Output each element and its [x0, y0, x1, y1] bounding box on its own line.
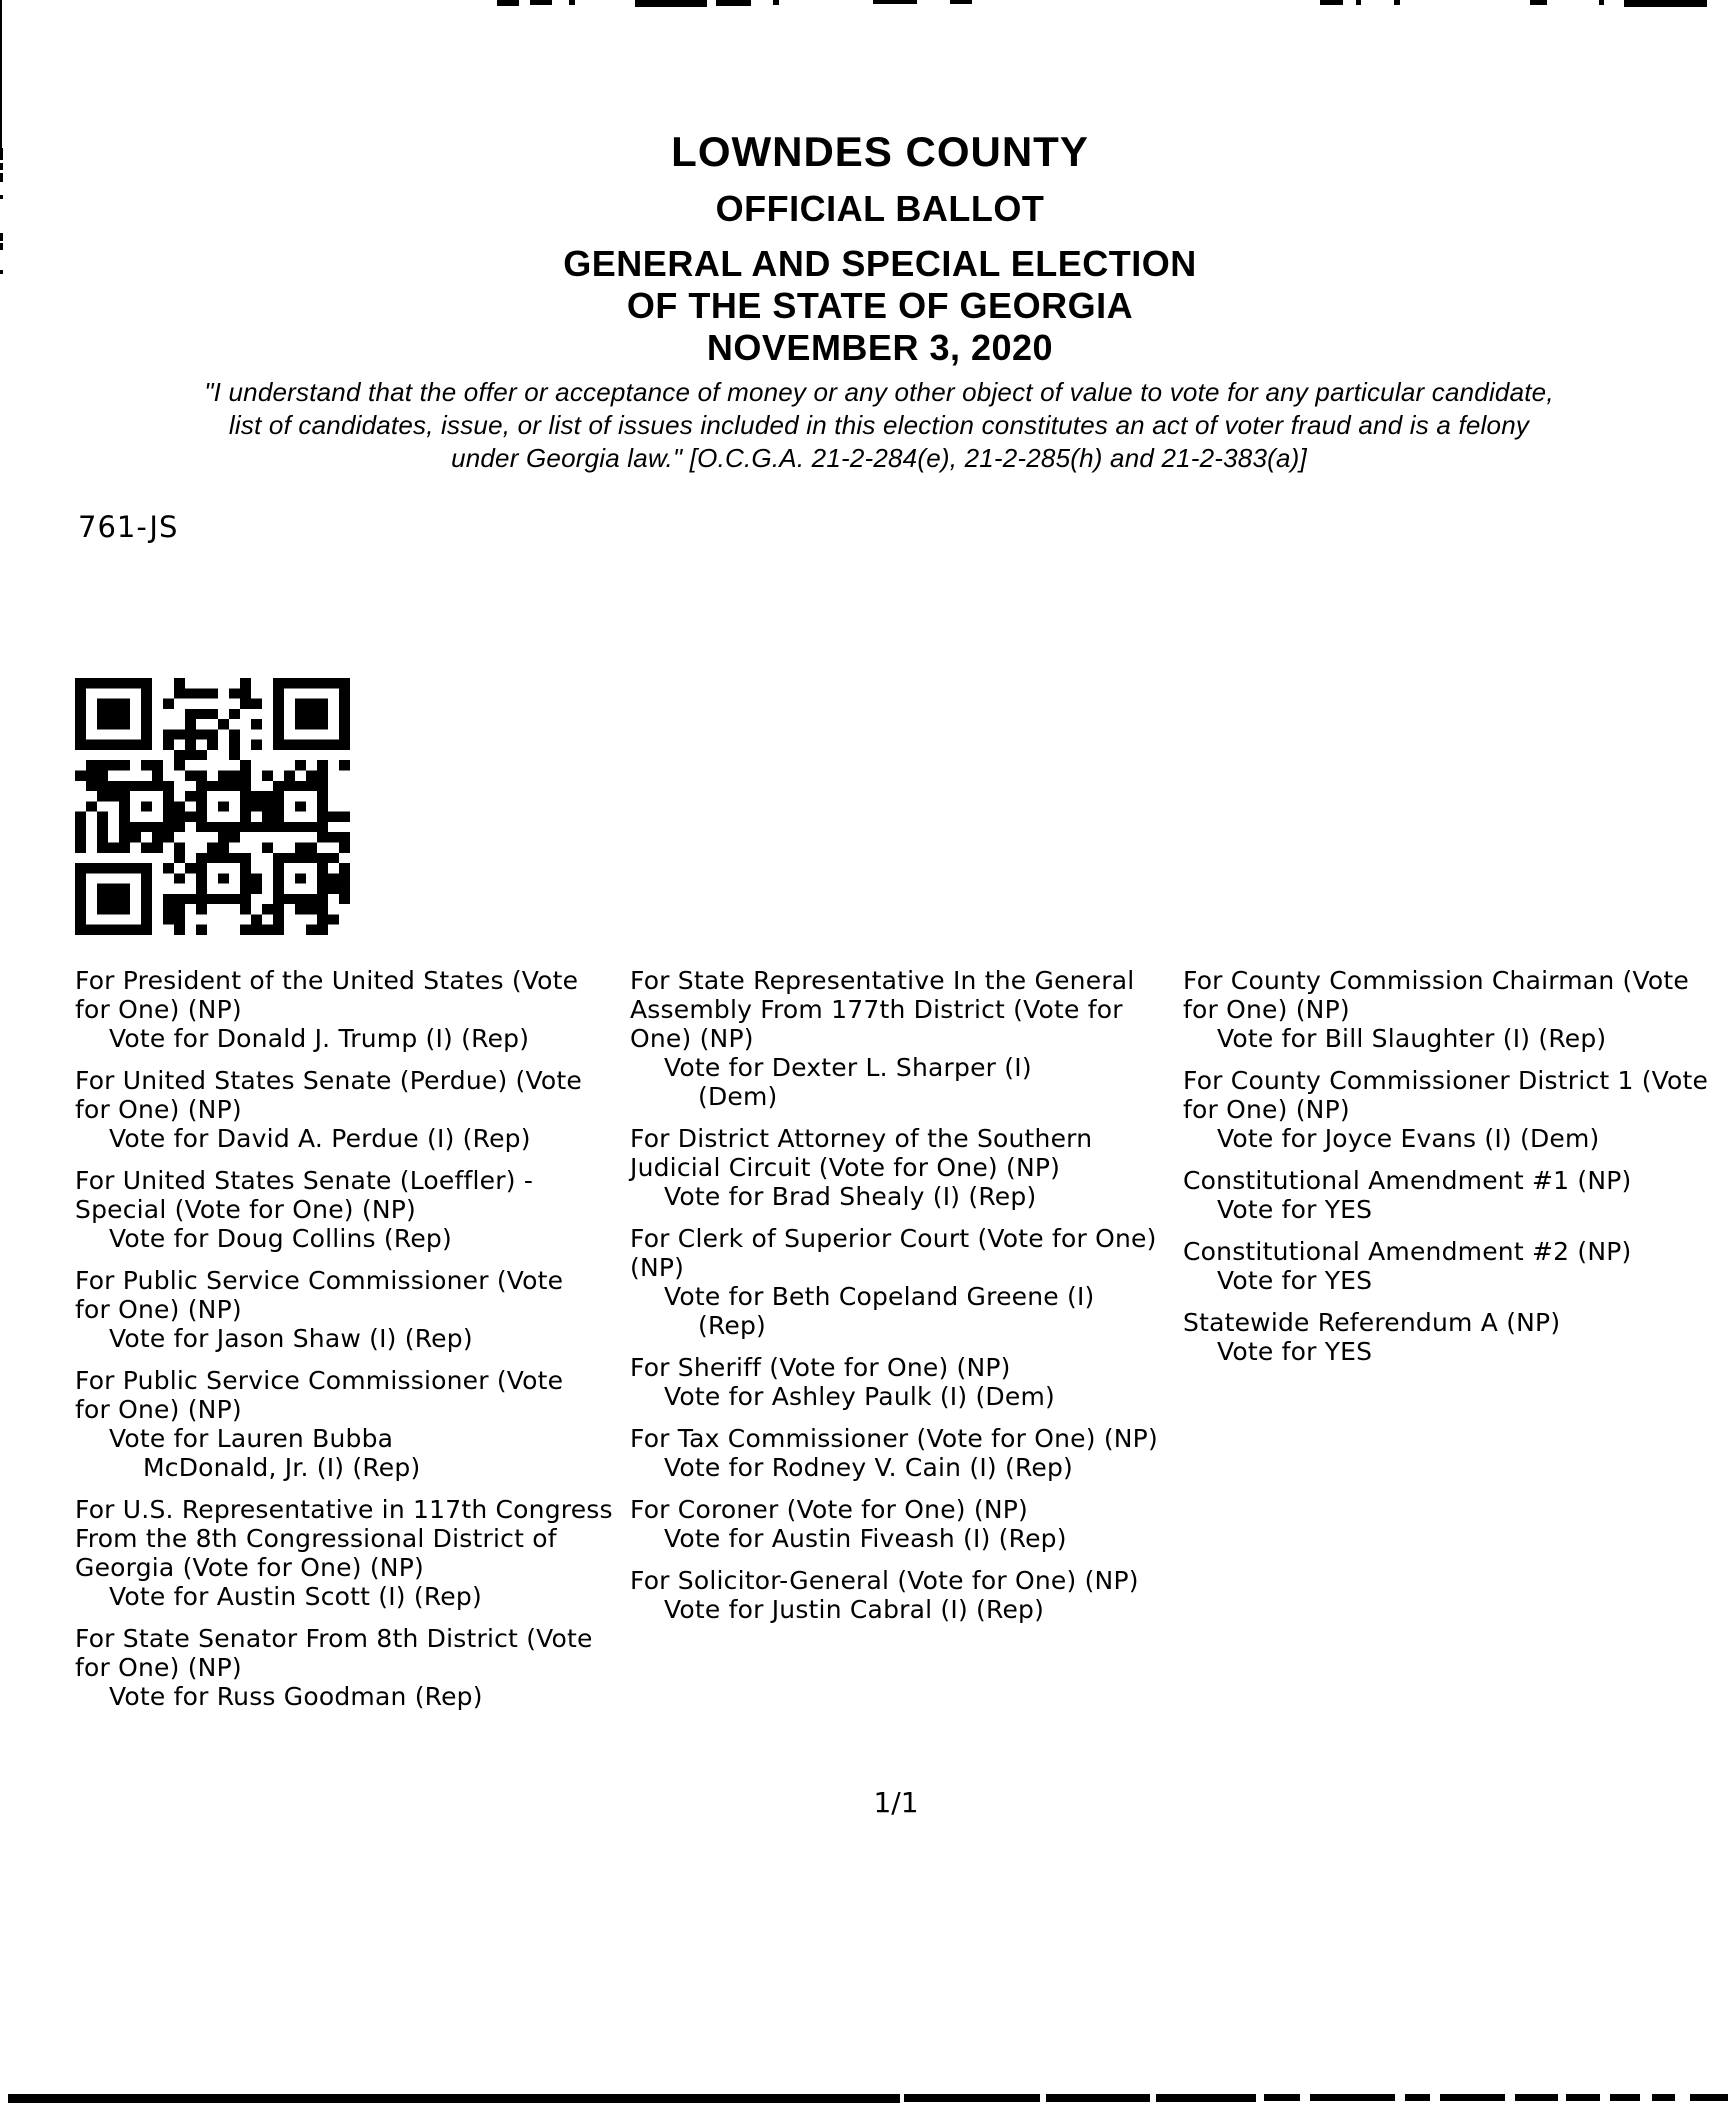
disclaimer-line: "I understand that the offer or acceptance of money or any other object of value to vote for any particular candidate,	[204, 377, 1554, 407]
vote-selection-line: Vote for Lauren Bubba	[109, 1424, 394, 1453]
fraud-disclaimer	[30, 376, 1728, 475]
vote-selection-line: (Rep)	[698, 1311, 767, 1340]
contest	[75, 1495, 635, 1611]
vote-selection-line: Vote for Donald J. Trump (I) (Rep)	[109, 1024, 530, 1053]
contest-title-line: for One) (NP)	[75, 1295, 242, 1324]
vote-selection-line: Vote for Justin Cabral (I) (Rep)	[664, 1595, 1045, 1624]
contest	[1183, 1237, 1728, 1295]
contest-title-line: For District Attorney of the Southern	[630, 1124, 1093, 1153]
contest	[630, 1424, 1190, 1482]
contest-title-line: for One) (NP)	[1183, 995, 1350, 1024]
contest	[1183, 1166, 1728, 1224]
contest	[630, 1495, 1190, 1553]
contest-title-line: Special (Vote for One) (NP)	[75, 1195, 416, 1224]
contest-title-line: One) (NP)	[630, 1024, 754, 1053]
vote-selection-line: Vote for Bill Slaughter (I) (Rep)	[1217, 1024, 1607, 1053]
contest-title-line: for One) (NP)	[75, 1395, 242, 1424]
vote-selection-line: Vote for Joyce Evans (I) (Dem)	[1217, 1124, 1600, 1153]
ballot-column-3	[1183, 966, 1728, 1379]
contest-title-line: For Public Service Commissioner (Vote	[75, 1366, 564, 1395]
contest-title-line: for One) (NP)	[75, 1095, 242, 1124]
contest-title-line: For President of the United States (Vote	[75, 966, 579, 995]
contest-title-line: Statewide Referendum A (NP)	[1183, 1308, 1561, 1337]
ballot-column-2	[630, 966, 1190, 1637]
vote-selection-line: Vote for Austin Fiveash (I) (Rep)	[664, 1524, 1067, 1553]
vote-selection-line: Vote for Doug Collins (Rep)	[109, 1224, 452, 1253]
contest-title-line: For Public Service Commissioner (Vote	[75, 1266, 564, 1295]
election-title-line: GENERAL AND SPECIAL ELECTION	[563, 243, 1197, 284]
vote-selection-line: Vote for Jason Shaw (I) (Rep)	[109, 1324, 473, 1353]
contest	[75, 966, 635, 1053]
contest	[75, 1266, 635, 1353]
qr-code	[75, 678, 350, 935]
contest-title-line: Assembly From 177th District (Vote for	[630, 995, 1123, 1024]
vote-selection-line: Vote for Brad Shealy (I) (Rep)	[664, 1182, 1037, 1211]
contest-title-line: for One) (NP)	[75, 1653, 242, 1682]
contest	[630, 1224, 1190, 1340]
contest	[75, 1166, 635, 1253]
election-title	[32, 243, 1728, 369]
contest-title-line: For U.S. Representative in 117th Congress	[75, 1495, 613, 1524]
contest	[75, 1366, 635, 1482]
contest	[75, 1066, 635, 1153]
contest	[1183, 1308, 1728, 1366]
contest-title-line: for One) (NP)	[75, 995, 242, 1024]
contest-title-line: For County Commissioner District 1 (Vote	[1183, 1066, 1709, 1095]
vote-selection-line: Vote for Dexter L. Sharper (I)	[664, 1053, 1032, 1082]
contest-title-line: Constitutional Amendment #1 (NP)	[1183, 1166, 1632, 1195]
contest-title-line: For Solicitor-General (Vote for One) (NP)	[630, 1566, 1139, 1595]
contest	[75, 1624, 635, 1711]
contest-title-line: (NP)	[630, 1253, 685, 1282]
vote-selection-line: (Dem)	[698, 1082, 778, 1111]
contest	[630, 966, 1190, 1111]
contest-title-line: For United States Senate (Loeffler) -	[75, 1166, 534, 1195]
contest-title-line: for One) (NP)	[1183, 1095, 1350, 1124]
contest-title-line: For State Representative In the General	[630, 966, 1135, 995]
contest-title-line: From the 8th Congressional District of	[75, 1524, 557, 1553]
vote-selection-line: Vote for Beth Copeland Greene (I)	[664, 1282, 1095, 1311]
vote-selection-line: McDonald, Jr. (I) (Rep)	[143, 1453, 421, 1482]
precinct-code: 761-JS	[78, 510, 179, 544]
contest-title-line: For County Commission Chairman (Vote	[1183, 966, 1689, 995]
vote-selection-line: Vote for Russ Goodman (Rep)	[109, 1682, 483, 1711]
contest-title-line: For Sheriff (Vote for One) (NP)	[630, 1353, 1011, 1382]
contest	[630, 1353, 1190, 1411]
contest-title-line: For Coroner (Vote for One) (NP)	[630, 1495, 1028, 1524]
election-title-line: OF THE STATE OF GEORGIA	[626, 285, 1134, 326]
disclaimer-line: under Georgia law." [O.C.G.A. 21-2-284(e), 21-2-285(h) and 21-2-383(a)]	[451, 443, 1307, 473]
contest	[630, 1566, 1190, 1624]
contest-title-line: For Tax Commissioner (Vote for One) (NP)	[630, 1424, 1158, 1453]
ballot-column-1	[75, 966, 635, 1724]
page-number: 1/1	[873, 1786, 919, 1819]
vote-selection-line: Vote for Rodney V. Cain (I) (Rep)	[664, 1453, 1074, 1482]
disclaimer-line: list of candidates, issue, or list of issues included in this election constitutes an act of voter fraud and is a felony	[228, 410, 1530, 440]
vote-selection-line: Vote for Austin Scott (I) (Rep)	[109, 1582, 482, 1611]
contest-title-line: Constitutional Amendment #2 (NP)	[1183, 1237, 1632, 1266]
contest-title-line: For State Senator From 8th District (Vote	[75, 1624, 593, 1653]
contest	[1183, 1066, 1728, 1153]
contest-title-line: For United States Senate (Perdue) (Vote	[75, 1066, 582, 1095]
ballot-type-title: OFFICIAL BALLOT	[715, 188, 1045, 229]
vote-selection-line: Vote for YES	[1217, 1266, 1373, 1295]
vote-selection-line: Vote for David A. Perdue (I) (Rep)	[109, 1124, 531, 1153]
vote-selection-line: Vote for YES	[1217, 1195, 1373, 1224]
contest	[630, 1124, 1190, 1211]
contest	[1183, 966, 1728, 1053]
contest-title-line: For Clerk of Superior Court (Vote for One)	[630, 1224, 1157, 1253]
election-title-line: NOVEMBER 3, 2020	[706, 327, 1054, 368]
county-title: LOWNDES COUNTY	[671, 128, 1089, 175]
vote-selection-line: Vote for Ashley Paulk (I) (Dem)	[664, 1382, 1055, 1411]
contest-title-line: Judicial Circuit (Vote for One) (NP)	[630, 1153, 1061, 1182]
contest-title-line: Georgia (Vote for One) (NP)	[75, 1553, 424, 1582]
vote-selection-line: Vote for YES	[1217, 1337, 1373, 1366]
